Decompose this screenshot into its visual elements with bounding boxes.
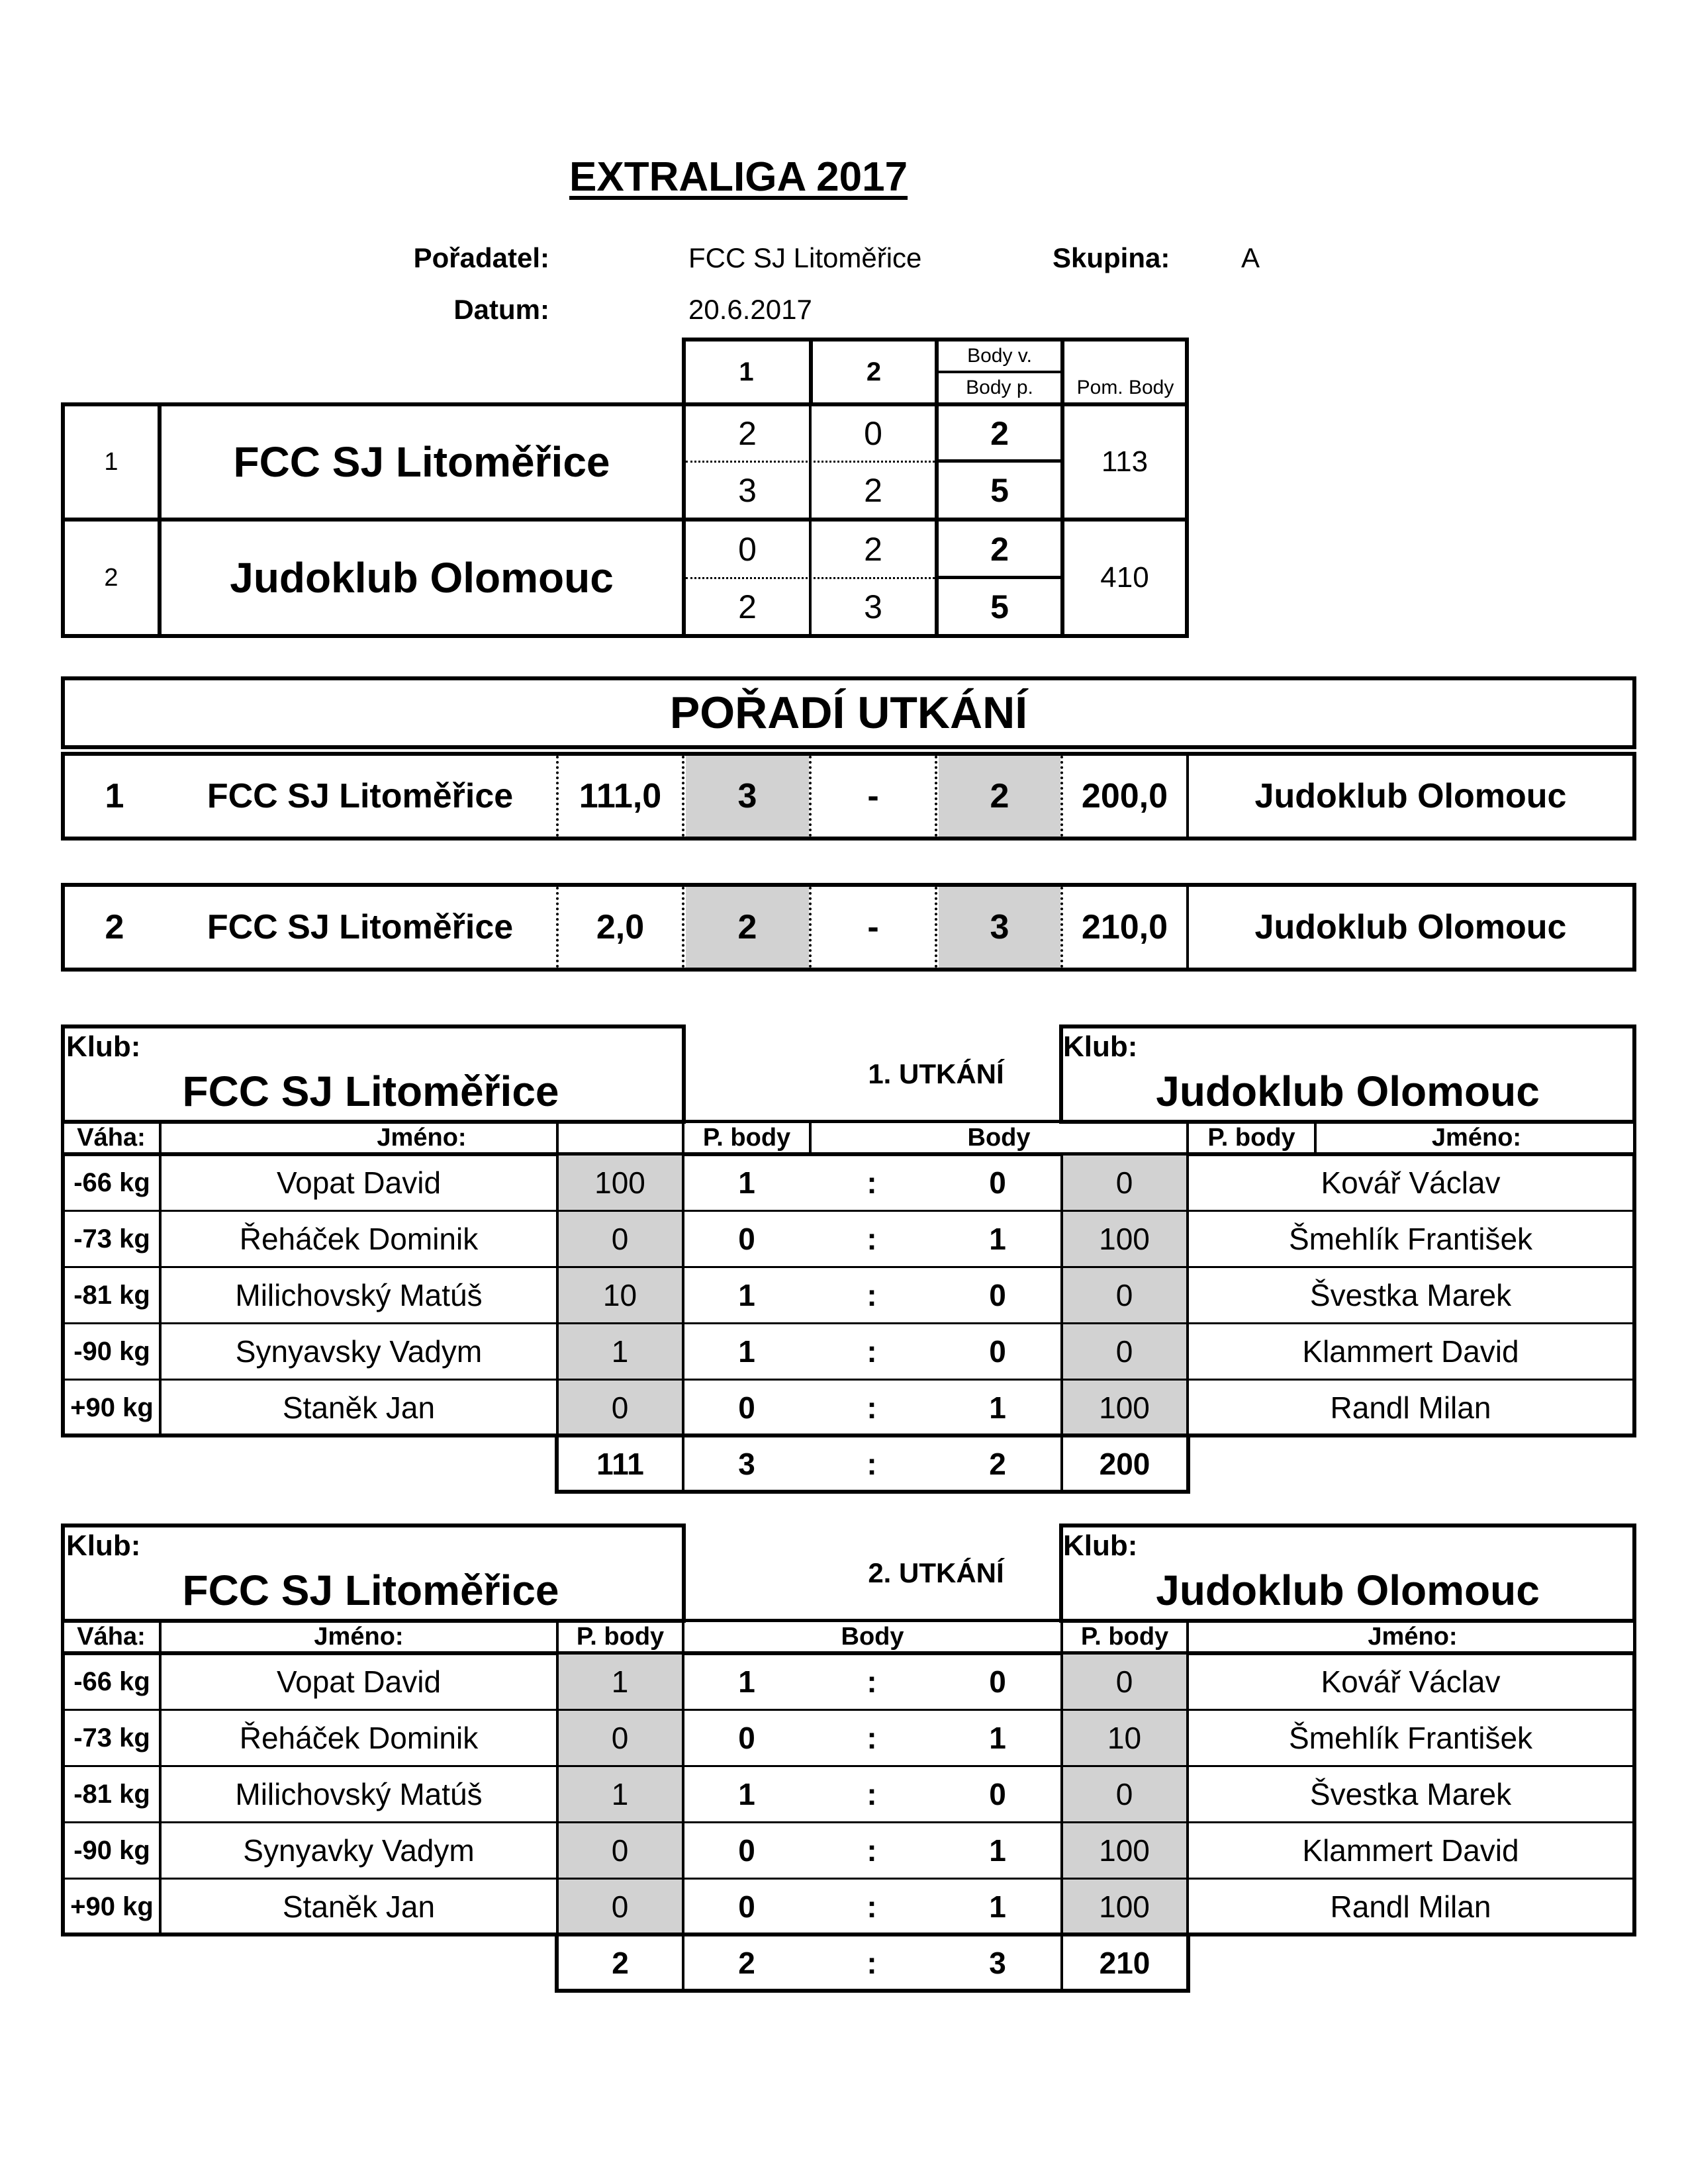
home-score: 0	[738, 1390, 755, 1425]
weight-class: -81 kg	[73, 1280, 150, 1310]
away-player: Šmehlík František	[1288, 1721, 1533, 1755]
match-away-team: Judoklub Olomouc	[1254, 777, 1567, 815]
away-player: Kovář Václav	[1321, 1165, 1501, 1200]
header-points: P. body	[702, 1123, 791, 1152]
team-body-p: 5	[990, 588, 1009, 625]
header-weight: Váha:	[77, 1622, 146, 1651]
weight-class: -90 kg	[73, 1835, 150, 1865]
weight-class: -81 kg	[73, 1779, 150, 1809]
team-score: 3	[738, 472, 757, 509]
home-score: 1	[738, 1664, 755, 1699]
weight-class: -73 kg	[73, 1723, 150, 1752]
home-player: Milichovský Matúš	[235, 1278, 483, 1312]
home-player: Řeháček Dominik	[239, 1222, 479, 1256]
bout-title: 1. UTKÁNÍ	[868, 1058, 1004, 1089]
home-club-name: FCC SJ Litoměřice	[182, 1068, 559, 1115]
match-number: 2	[105, 908, 124, 946]
header-points: P. body	[1207, 1123, 1295, 1152]
total-away-score: 2	[989, 1446, 1006, 1481]
away-score: 1	[989, 1721, 1006, 1755]
away-player: Klammert David	[1302, 1833, 1519, 1868]
team-body-p: 5	[990, 472, 1009, 509]
team-pom-body: 113	[1101, 445, 1149, 478]
score-colon: :	[867, 1664, 877, 1699]
team-name: FCC SJ Litoměřice	[233, 438, 610, 486]
home-player: Milichovský Matúš	[235, 1777, 483, 1811]
away-player: Randl Milan	[1330, 1889, 1491, 1924]
team-score: 0	[738, 531, 757, 568]
home-score: 0	[738, 1833, 755, 1868]
team-rank: 2	[104, 563, 118, 592]
score-colon: :	[867, 1889, 877, 1924]
away-score: 1	[989, 1222, 1006, 1256]
header-points: P. body	[576, 1622, 665, 1651]
match-away-score: 2	[990, 777, 1009, 815]
away-points: 0	[1115, 1278, 1133, 1312]
header-name: Jméno:	[314, 1622, 404, 1651]
away-score: 1	[989, 1889, 1006, 1924]
away-score: 0	[989, 1777, 1006, 1811]
away-score: 1	[989, 1833, 1006, 1868]
header-score: Body	[841, 1622, 904, 1651]
match-home-score: 3	[737, 777, 757, 815]
home-points: 100	[594, 1165, 645, 1200]
header-name: Jméno:	[377, 1123, 467, 1152]
match-separator: -	[867, 777, 879, 815]
team-score: 2	[738, 588, 757, 625]
home-player: Staněk Jan	[282, 1889, 436, 1924]
club-label: Klub:	[66, 1529, 141, 1562]
team-score: 3	[864, 588, 882, 625]
club-label: Klub:	[1063, 1030, 1138, 1063]
match-number: 1	[105, 777, 124, 815]
organizer-value: FCC SJ Litoměřice	[688, 242, 922, 273]
match-home-score: 2	[737, 908, 757, 946]
home-score: 1	[738, 1777, 755, 1811]
home-player: Synyavky Vadym	[243, 1833, 475, 1868]
standings-body-v: Body v.	[967, 345, 1032, 367]
score-colon: :	[867, 1446, 877, 1481]
weight-class: -66 kg	[73, 1666, 150, 1696]
weight-class: +90 kg	[70, 1891, 154, 1921]
away-points: 100	[1099, 1833, 1150, 1868]
home-points: 0	[611, 1222, 629, 1256]
match-away-points: 210,0	[1081, 908, 1168, 946]
score-colon: :	[867, 1721, 877, 1755]
score-colon: :	[867, 1222, 877, 1256]
bout-title: 2. UTKÁNÍ	[868, 1557, 1004, 1588]
home-score: 0	[738, 1222, 755, 1256]
team-pom-body: 410	[1100, 561, 1149, 594]
standings-pom-body: Pom. Body	[1076, 377, 1174, 398]
away-points: 10	[1107, 1721, 1142, 1755]
away-points: 0	[1115, 1664, 1133, 1699]
team-score: 0	[864, 415, 882, 452]
order-title: POŘADÍ UTKÁNÍ	[669, 688, 1028, 738]
home-score: 0	[738, 1889, 755, 1924]
home-points: 1	[611, 1664, 629, 1699]
score-colon: :	[867, 1278, 877, 1312]
away-player: Šmehlík František	[1288, 1222, 1533, 1256]
away-points: 0	[1115, 1777, 1133, 1811]
away-player: Randl Milan	[1330, 1390, 1491, 1425]
total-home-score: 2	[738, 1945, 755, 1980]
standings-col-1: 1	[739, 357, 754, 387]
home-points: 0	[611, 1833, 629, 1868]
away-points: 100	[1099, 1222, 1150, 1256]
away-points: 100	[1099, 1390, 1150, 1425]
header-weight: Váha:	[77, 1123, 146, 1152]
match-home-team: FCC SJ Litoměřice	[207, 777, 514, 815]
header-name: Jméno:	[1368, 1622, 1458, 1651]
team-rank: 1	[104, 447, 118, 476]
total-home-points: 111	[596, 1446, 644, 1481]
total-away-points: 210	[1099, 1945, 1150, 1980]
home-player: Řeháček Dominik	[239, 1721, 479, 1755]
away-player: Švestka Marek	[1309, 1777, 1512, 1811]
header-points: P. body	[1080, 1622, 1169, 1651]
away-player: Klammert David	[1302, 1334, 1519, 1369]
home-player: Staněk Jan	[282, 1390, 436, 1425]
team-body-v: 2	[990, 531, 1009, 568]
match-away-score: 3	[990, 908, 1009, 946]
team-score: 2	[864, 472, 882, 509]
weight-class: +90 kg	[70, 1392, 154, 1422]
team-score: 2	[864, 531, 882, 568]
date-value: 20.6.2017	[688, 294, 812, 325]
team-score: 2	[738, 415, 757, 452]
away-score: 0	[989, 1664, 1006, 1699]
away-points: 0	[1115, 1334, 1133, 1369]
home-score: 0	[738, 1721, 755, 1755]
home-points: 0	[611, 1390, 629, 1425]
away-score: 1	[989, 1390, 1006, 1425]
home-points: 0	[611, 1721, 629, 1755]
away-club-name: Judoklub Olomouc	[1156, 1567, 1540, 1614]
match-separator: -	[867, 908, 879, 946]
away-points: 0	[1115, 1165, 1133, 1200]
match-home-team: FCC SJ Litoměřice	[207, 908, 514, 946]
total-home-points: 2	[612, 1945, 629, 1980]
home-points: 1	[611, 1777, 629, 1811]
match-away-team: Judoklub Olomouc	[1254, 908, 1567, 946]
club-label: Klub:	[66, 1030, 141, 1063]
away-club-name: Judoklub Olomouc	[1156, 1068, 1540, 1115]
header-score: Body	[967, 1123, 1031, 1152]
weight-class: -73 kg	[73, 1224, 150, 1253]
standings-col-2: 2	[866, 357, 882, 387]
score-colon: :	[867, 1334, 877, 1369]
page-title: EXTRALIGA 2017	[569, 154, 908, 200]
date-label: Datum:	[453, 294, 549, 325]
group-value: A	[1241, 242, 1260, 273]
score-colon: :	[867, 1165, 877, 1200]
score-colon: :	[867, 1390, 877, 1425]
score-colon: :	[867, 1945, 877, 1980]
home-score: 1	[738, 1165, 755, 1200]
home-points: 10	[602, 1278, 637, 1312]
score-colon: :	[867, 1777, 877, 1811]
home-player: Vopat David	[276, 1165, 442, 1200]
home-player: Synyavsky Vadym	[235, 1334, 483, 1369]
home-player: Vopat David	[276, 1664, 442, 1699]
score-colon: :	[867, 1833, 877, 1868]
home-points: 0	[611, 1889, 629, 1924]
total-away-score: 3	[989, 1945, 1006, 1980]
away-score: 0	[989, 1278, 1006, 1312]
away-score: 0	[989, 1165, 1006, 1200]
standings-body-p: Body p.	[966, 377, 1033, 398]
match-away-points: 200,0	[1081, 777, 1168, 815]
weight-class: -66 kg	[73, 1167, 150, 1197]
home-club-name: FCC SJ Litoměřice	[182, 1567, 559, 1614]
away-points: 100	[1099, 1889, 1150, 1924]
team-name: Judoklub Olomouc	[230, 554, 614, 602]
club-label: Klub:	[1063, 1529, 1138, 1562]
home-score: 1	[738, 1334, 755, 1369]
total-away-points: 200	[1099, 1446, 1150, 1481]
match-home-points: 2,0	[596, 908, 645, 946]
away-score: 0	[989, 1334, 1006, 1369]
home-score: 1	[738, 1278, 755, 1312]
organizer-label: Pořadatel:	[413, 242, 549, 273]
team-body-v: 2	[990, 415, 1009, 452]
header-name: Jméno:	[1431, 1123, 1522, 1152]
group-label: Skupina:	[1053, 242, 1170, 273]
home-points: 1	[611, 1334, 629, 1369]
weight-class: -90 kg	[73, 1336, 150, 1366]
away-player: Kovář Václav	[1321, 1664, 1501, 1699]
away-player: Švestka Marek	[1309, 1278, 1512, 1312]
match-home-points: 111,0	[579, 777, 662, 815]
total-home-score: 3	[738, 1446, 755, 1481]
